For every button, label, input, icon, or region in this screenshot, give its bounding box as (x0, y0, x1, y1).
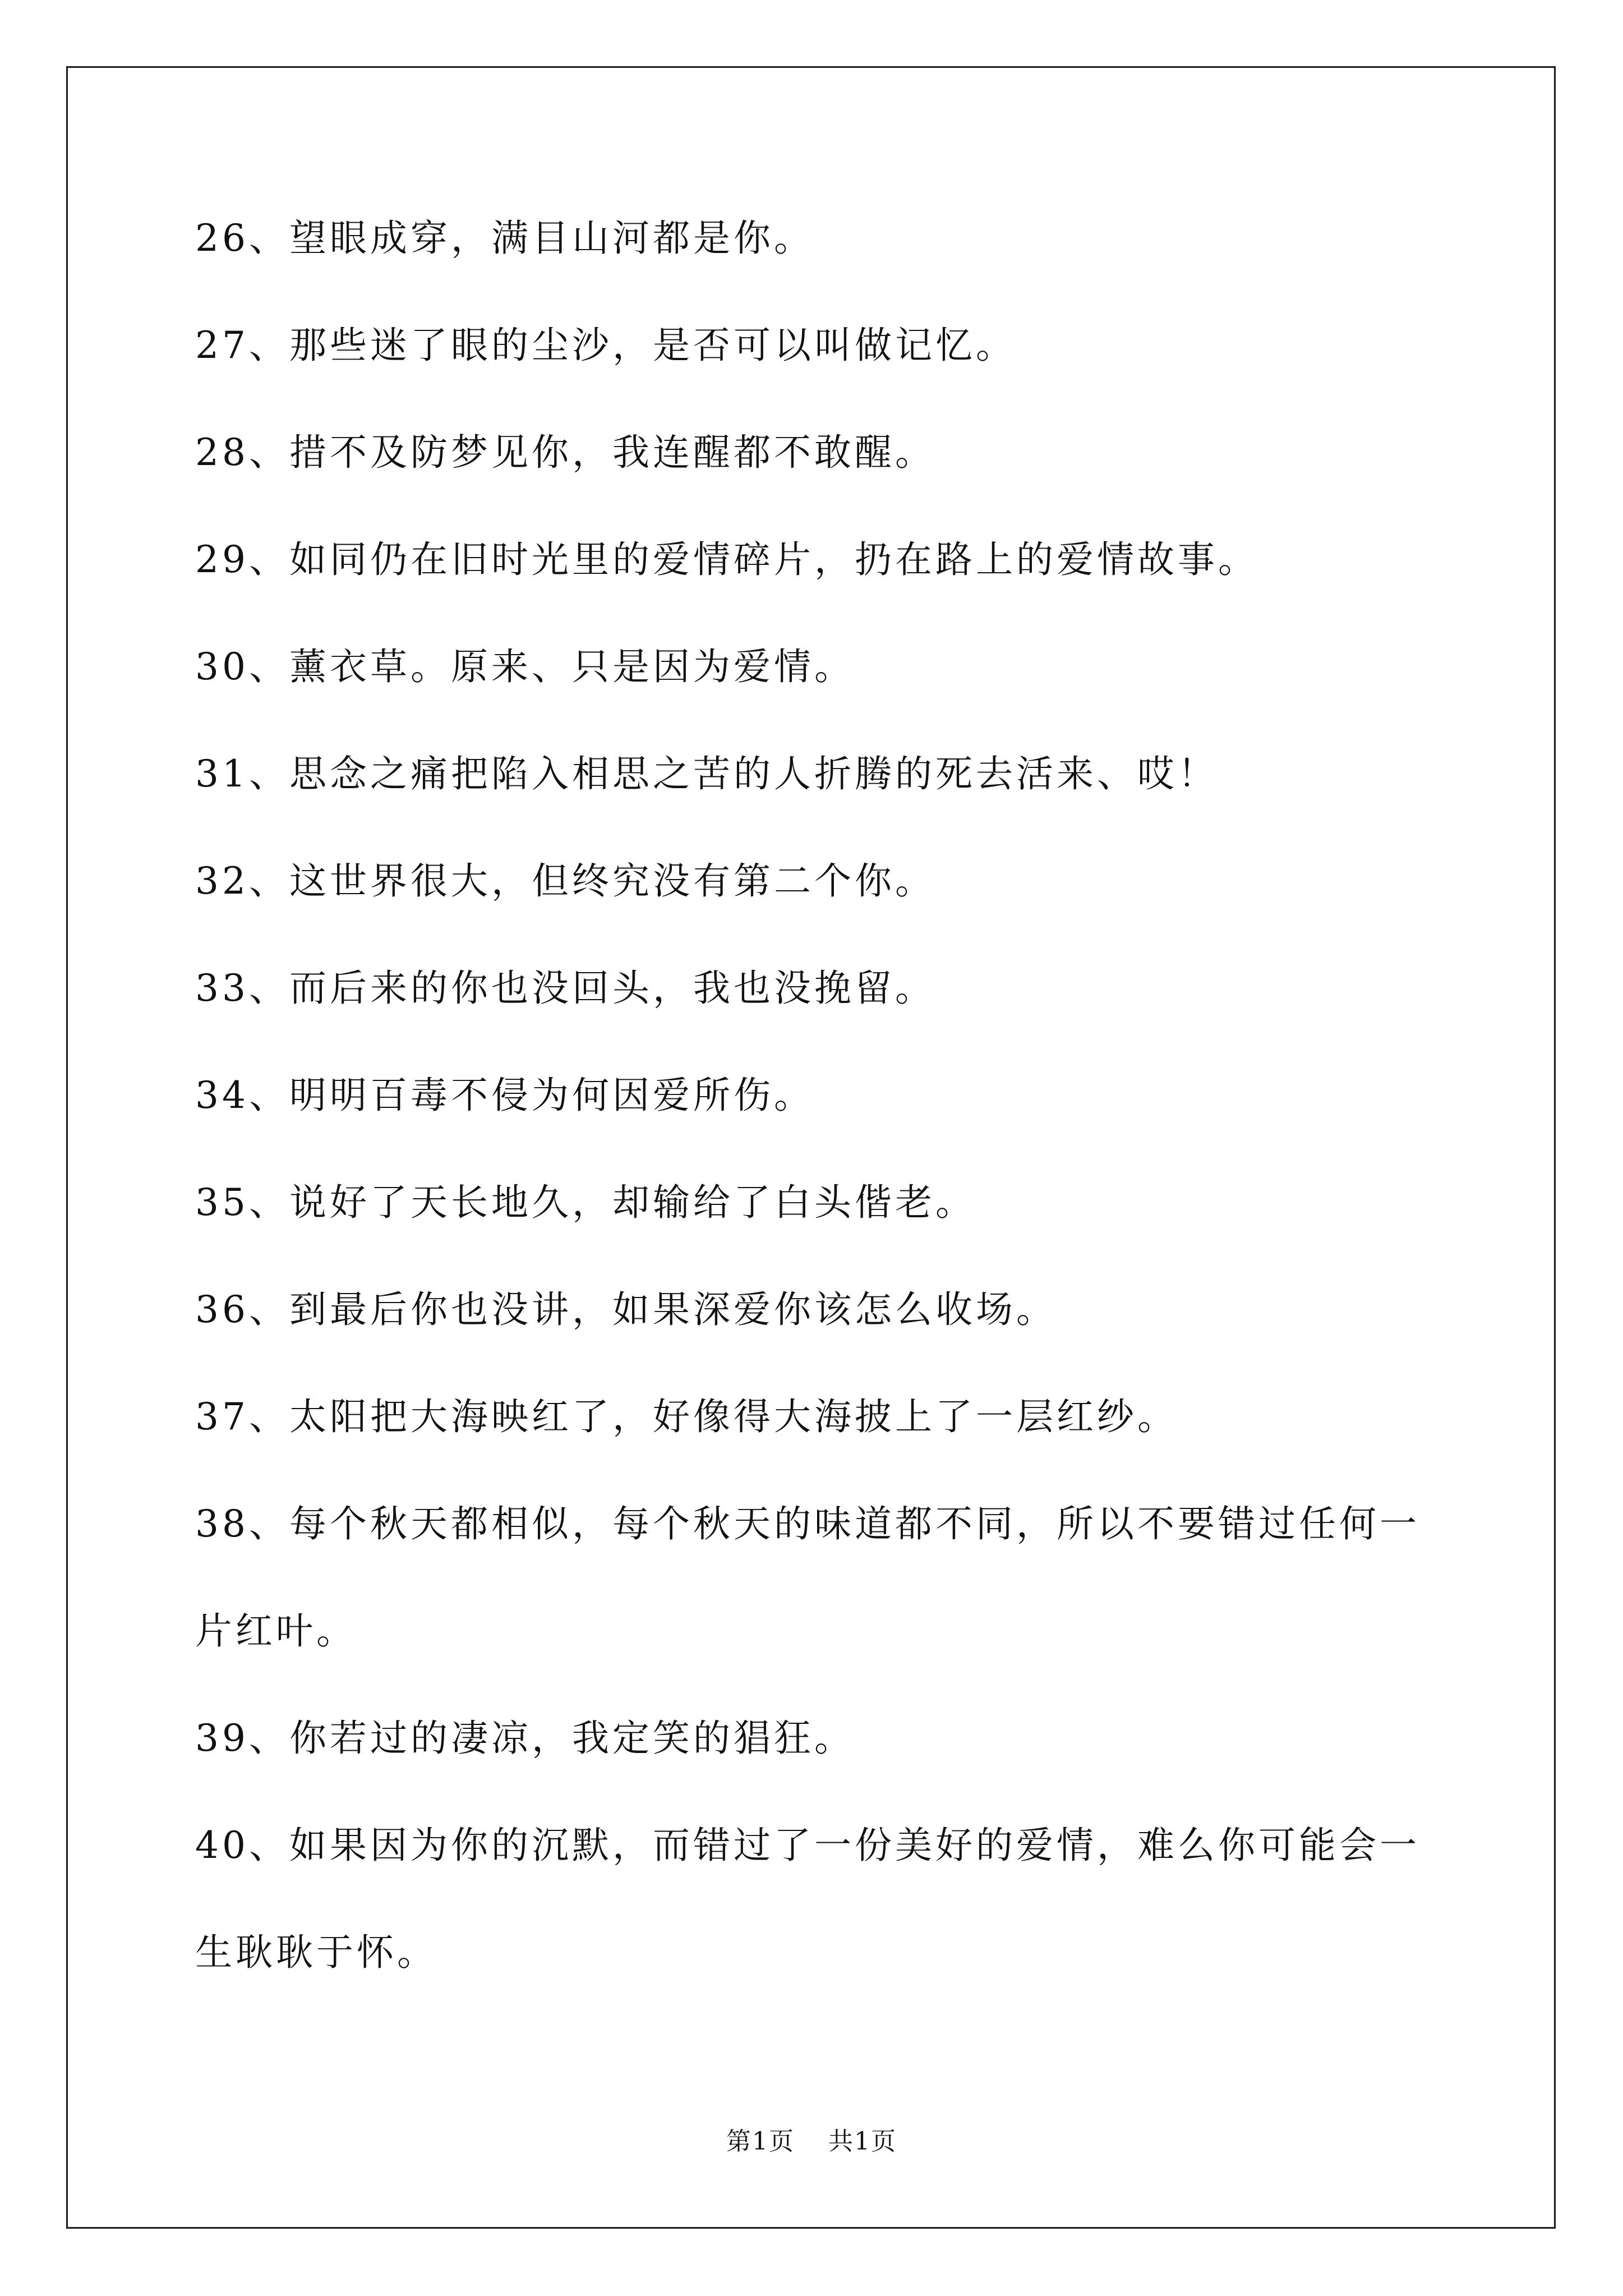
document-body (195, 213, 1451, 1978)
text-line: 33、而后来的你也没回头，我也没挽留。 (195, 967, 935, 1010)
text-line: 34、明明百毒不侵为何因爱所伤。 (195, 1074, 814, 1117)
page-number-total: 共1页 (828, 2127, 897, 2156)
text-line: 40、如果因为你的沉默，而错过了一份美好的爱情，难么你可能会一 (195, 1824, 1420, 1867)
text-line: 32、这世界很大，但终究没有第二个你。 (195, 859, 935, 903)
text-line: 27、那些迷了眼的尘沙，是否可以叫做记忆。 (195, 324, 1016, 367)
text-line: 39、你若过的凄凉，我定笑的猖狂。 (195, 1717, 855, 1760)
text-line-continuation: 生耿耿于怀。 (195, 1931, 437, 1974)
text-line: 29、如同仍在旧时光里的爱情碎片，扔在路上的爱情故事。 (195, 538, 1258, 581)
page-number-current: 第1页 (726, 2127, 795, 2156)
text-line: 37、太阳把大海映红了，好像得大海披上了一层红纱。 (195, 1395, 1178, 1438)
text-line: 38、每个秋天都相似，每个秋天的味道都不同，所以不要错过任何一 (195, 1502, 1420, 1545)
page-footer (0, 2125, 1623, 2159)
text-line: 28、措不及防梦见你，我连醒都不敢醒。 (195, 431, 935, 474)
text-line-continuation: 片红叶。 (195, 1609, 357, 1653)
text-line: 26、望眼成穿，满目山河都是你。 (195, 217, 814, 260)
text-line: 30、薰衣草。原来、只是因为爱情。 (195, 645, 855, 688)
text-line: 35、说好了天长地久，却输给了白头偕老。 (195, 1181, 976, 1224)
text-line: 36、到最后你也没讲，如果深爱你该怎么收场。 (195, 1288, 1057, 1331)
text-line: 31、思念之痛把陷入相思之苦的人折腾的死去活来、哎！ (195, 752, 1218, 795)
